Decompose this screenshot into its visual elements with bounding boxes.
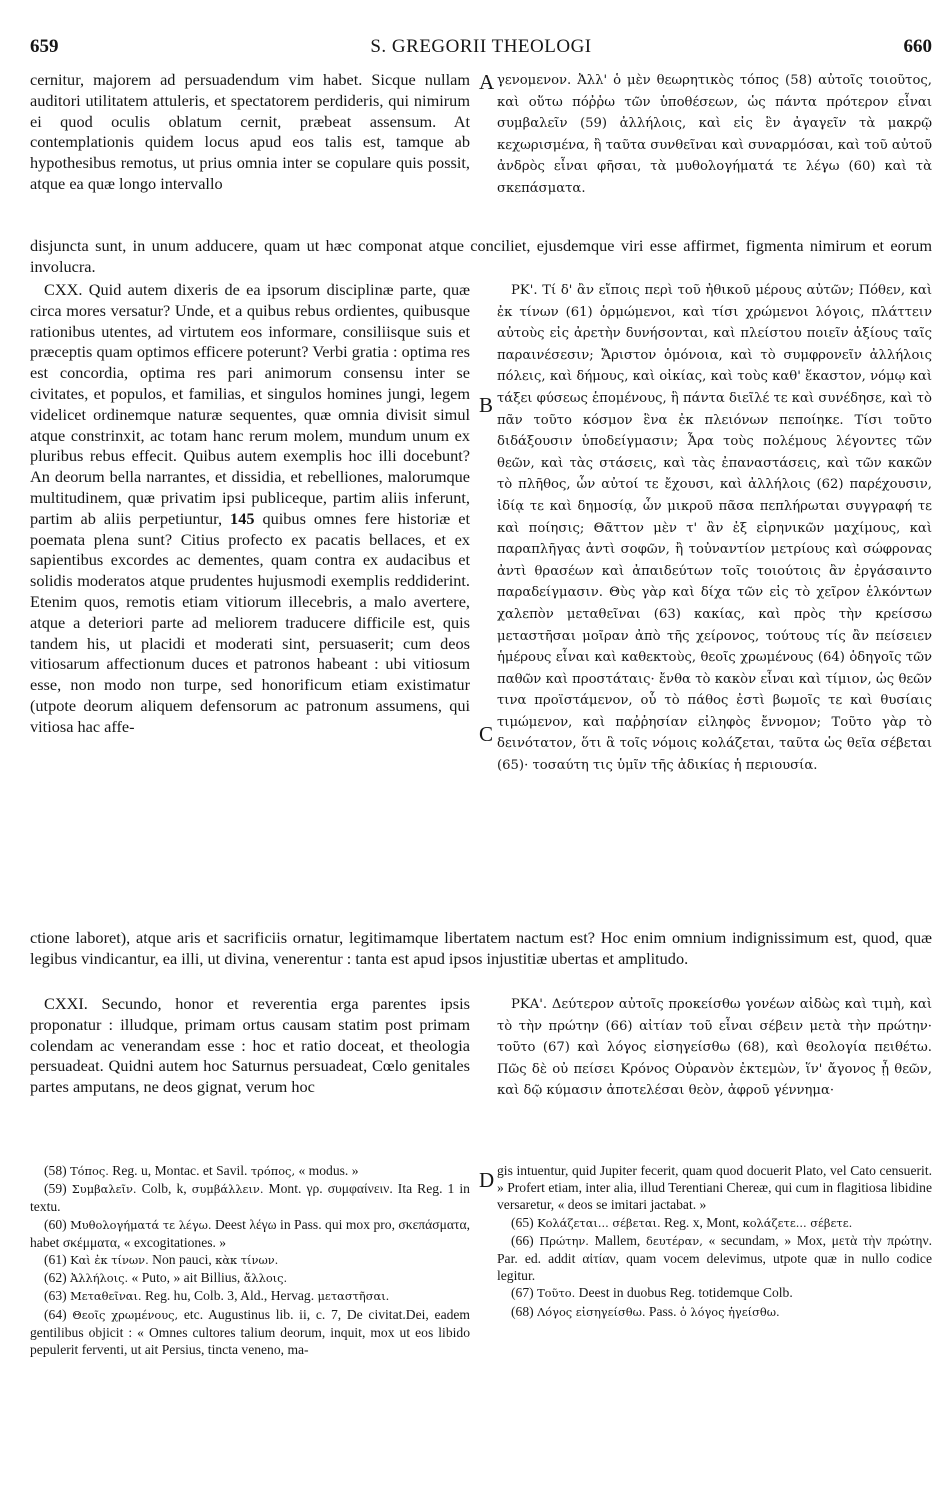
footnote-66: (66) Πρώτην. Mallem, δευτέραν, « secundam, » Mox, μετὰ τὴν πρώτην. Par. ed. addit αἰτίαν, quam vocem delevimus, utpote quæ in nullo codice legitur.	[497, 1232, 933, 1284]
footnote-67: (67) Τοῦτο. Deest in duobus Reg. totidemque Colb.	[511, 1285, 793, 1301]
page-number-left: 659	[30, 36, 59, 57]
margin-letter-a: A	[479, 70, 495, 94]
latin-cxx-text: CXX. Quid autem dixeris de ea ipsorum disciplinæ parte, quæ circa mores versatur? Unde, et a quibus rebus ordientes, quibusque rationibus utentes, ad virtutem eos informare, consiliisque suis et præceptis quam optimos efficere poterunt? Verbi gratia : optima res est concordia, optima res pari animorum consensu inter se civitates, et populos, et familias, et singulos homines jungi, legem videlicet ordinemque naturæ sequentes, quæ omnia divisit simul atque constrinxit, ac totam hanc rerum molem, mundum unum ex pluribus rebus effecit. Quibus autem exemplis hoc illi docebunt? An deorum bella narrantes, et dissidia, et rebelliones, malorumque multitudinem, quæ privatim ipsi publiceque, partim aliis inferunt, partim ab aliis perpetiuntur,	[30, 280, 470, 528]
margin-letter-c: C	[479, 722, 494, 746]
greek-paragraph-rk: ΡΚ'. Τί δ' ἂν εἴποις περὶ τοῦ ἠθικοῦ μέρους αὐτῶν; Πόθεν, καὶ ἐκ τίνων (61) ὁρμώμενοι, καὶ τίσι χρώμενοι λόγοις, πλάττειν αὐτοὺς εἰς ἀρετὴν δυνήσονται, καὶ πλείστου ποιεῖν ἀξίους ταῖς παραινέσεσιν; Ἄριστον ὁμόνοια, καὶ τὸ συμφρονεῖν ἀλλήλοις πόλεις, καὶ δήμους, καὶ οἰκίας, καὶ τοὺς καθ' ἕκαστον, νόμῳ καὶ τάξει φύσεως ἑπομένους, ἣ πάντα διεῖλέ τε καὶ συνέδησε, καὶ τὸ πᾶν τοῦτο κόσμον ἓνα ἐκ πλειόνων πεποίηκε. Τίσι τοῦτο διδάξουσιν ὑποδείγμασιν; Ἆρα τοὺς πολέμους λέγοντες τῶν θεῶν, καὶ τὰς στάσεις, καὶ τὰς ἐπαναστάσεις, καὶ τῶν κακῶν τὸ πλῆθος, ὧν αὐτοί τε ἔχουσι, καὶ ἀλλήλοις (62) παρέχουσιν, ἰδίᾳ τε καὶ δημοσίᾳ, ὧν μικροῦ πᾶσα πεπλήρωται συγγραφή τε καὶ ποίησις; Θᾶττον μὲν τ' ἂν ἐξ εἰρηνικῶν μαχίμους, καὶ παραπλῆγας ἀντὶ σοφῶν, ἢ τοὐναντίον μετρίους καὶ σώφρονας ἀντὶ θρασέων καὶ ἀπαιδεύτων τοῖς τοιούτοις ἂν ἐργάσαιντο παραδείγμασιν. Θὺς γὰρ καὶ δίχα τῶν εἰς τὸ χεῖρον ἑλκόντων χαλεπὸν μεταθεῖναι (63) κακίας, καὶ πρὸς τὴν κρείσσω μεταστῆσαι μοῖραν ἀπὸ τῆς χείρονος, τούτους τίς ἂν πείσειεν ἡμέρους εἶναι καὶ καθεκτοὺς, θεοῖς χρωμένους (64) ὁδηγοῖς τῶν παθῶν καὶ προστάταις· ἔνθα τὸ κακὸν εἶναι καὶ τίμιον, ὡς θεῶν τινα προϊστάμενον, οὗ τὸ πάθος ἐστὶ βωμοῖς τε καὶ θυσίαις τιμώμενον, καὶ παῤῥησίαν εἰληφὸς ἔννομον; Τοῦτο γὰρ τὸ δεινότατον, ὅτι ἃ τοῖς νόμοις κολάζεται, ταῦτα ὡς θεῖα σέβεται (65)· τοσαύτη τις ὑμῖν τῆς ἀδικίας ἡ περιουσία.	[497, 283, 932, 774]
footnote-64-continued: gis intuentur, quid Jupiter fecerit, quam quod docuerit Plato, vel Cato censuerit. » Profert etiam, inter alia, illud Terentiani Chereæ, qui cum in flagitiosa libidine versaretur, « deos se imitari jactabat. »	[497, 1163, 932, 1213]
margin-letter-b: B	[479, 393, 494, 417]
footnote-64: (64) Θεοῖς χρωμένους, etc. Augustinus lib. ii, c. 7, De civitat.Dei, eadem gentilibus objicit : « Omnes cultores talium deorum, inquit, mox ut eos libido pepulerit ferventi, ut ait Persius, tincta veneno, ma-	[30, 1306, 471, 1358]
latin-paragraph-cxx	[30, 280, 470, 738]
footnote-63: (63) Μεταθεῖναι. Reg. hu, Colb. 3, Ald., Hervag. μεταστῆσαι.	[44, 1288, 390, 1304]
full-width-paragraph-1: disjuncta sunt, in unum adducere, quam ut hæc componat atque conciliet, ejusdemque viri esse affirmet, figmenta nimirum et eorum involucra.	[30, 236, 932, 276]
footnote-61: (61) Καὶ ἐκ τίνων. Non pauci, κὰκ τίνων.	[44, 1252, 279, 1268]
footnote-62: (62) Ἀλλήλοις. « Puto, » ait Billius, ἄλλοις.	[44, 1270, 288, 1286]
greek-paragraph-rka: ΡΚΑ'. Δεύτερον αὐτοῖς προκείσθω γονέων αἰδὼς καὶ τιμὴ, καὶ τὸ τὴν πρώτην (66) αἰτίαν τοῦ εἶναι σέβειν μετὰ τὴν πρώτην· τοῦτο (67) καὶ λόγος εἰσηγείσθω (68), καὶ θεολογία πειθέτω. Πῶς δὲ οὐ πείσει Κρόνος Οὐρανὸν ἐκτεμὼν, ἵν' ἄγονος ᾖ θεῶν, καὶ δῷ κύμασιν ἀποτελέσαι θεὸν, ἀφροῦ γέννημα·	[497, 997, 932, 1099]
full-width-paragraph-2: ctione laboret), atque aris et sacrificiis ornatur, legitimamque libertatem nactum est? Hoc enim omnium indignissimum est, quod, quæ legibus vindicantur, ea illi, ut divina, venerentur : tanta est apud ipsos injustitiæ ubertas et amplitudo.	[30, 928, 932, 968]
latin-cxx-text-cont: quibus omnes fere historiæ et poemata plena sunt? Citius profecto ex pacatis bellaces, et ex sapientibus excordes ac dementes, quam contra ex audacibus et solidis moderatos atque prudentes hujusmodi exemplis reddiderint. Etenim quos, remotis etiam vitiorum illecebris, a malo avertere, atque a deteriori parte ad meliorem traducere difficile est, quis tandem his, ut placidi et moderati sint, persuaserit; cum deos vitiosarum affectionum duces et patronos habeant : ubi vitiosum esse, non modo non turpe, sed honorificum etiam existimatur (utpote deorum aliquem defensorum ac patronum assumens, qui vitiosa hac affe-	[30, 508, 470, 736]
footnote-60: (60) Μυθολογήματά τε λέγω. Deest λέγω in Pass. qui mox pro, σκεπάσματα, habet σκέμματα, « excogitationes. »	[30, 1216, 470, 1250]
greek-paragraph-1: γενομενον. Ἀλλ' ὁ μὲν θεωρητικὸς τόπος (58) αὐτοῖς τοιοῦτος, καὶ οὕτω πόῤῥω τῶν ὑποθέσεων, ὡς πάντα πρότερον εἶναι συμβαλεῖν (59) ἀλλήλοις, καὶ εἰς ἓν ἀγαγεῖν τὰ μακρῷ κεχωρισμένα, ἢ ταῦτα συνθεῖναι καὶ συναρμόσαι, καὶ τοῦ αὐτοῦ ἀνδρὸς εἶναι φῆσαι, τὰ μυθολογήματά τε λέγω (60) καὶ τὰ σκεπάσματα.	[497, 73, 932, 196]
column-number-145: 145	[230, 508, 255, 528]
margin-letter-d: D	[479, 1168, 495, 1192]
latin-paragraph-1: cernitur, majorem ad persuadendum vim habet. Sicque nullam auditori utilitatem attuleris, et spectatorem perdideris, qui nimirum ei quod oculis oblatum cernit, præbeat assensum. At contemplationis quidem locus apud eos talis est, tamque ab hypothesibus remotus, ut prius omnia inter se copulare quis possit, atque ea quæ longo intervallo	[30, 70, 470, 193]
page-number-right: 660	[903, 36, 932, 57]
footnotes-right	[497, 1162, 932, 1321]
footnote-68: (68) Λόγος εἰσηγείσθω. Pass. ὁ λόγος ἡγείσθω.	[511, 1303, 780, 1319]
footnote-65: (65) Κολάζεται... σέβεται. Reg. x, Mont, κολάζετε... σέβετε.	[511, 1214, 853, 1230]
footnote-59: (59) Συμβαλεῖν. Colb, k, συμβάλλειν. Mont. γρ. συμφαίνειν. Ita Reg. 1 in textu.	[30, 1181, 470, 1215]
footnote-58: (58) Τόπος. Reg. u, Montac. et Savil. τρόπος, « modus. »	[44, 1163, 359, 1178]
running-header	[30, 36, 932, 60]
latin-paragraph-cxxi: CXXI. Secundo, honor et reverentia erga parentes ipsis proponatur : illudque, primam ortus causam statim post primam colendam ac venerandam esse : hoc et ratio doceat, et theologia persuadeat. Quidni autem hoc Saturnus persuadeat, Cœlo genitales partes amputans, ne deos gignat, verum hoc	[30, 994, 470, 1097]
running-title: S. GREGORII THEOLOGI	[370, 36, 592, 57]
footnotes-left	[30, 1162, 470, 1358]
